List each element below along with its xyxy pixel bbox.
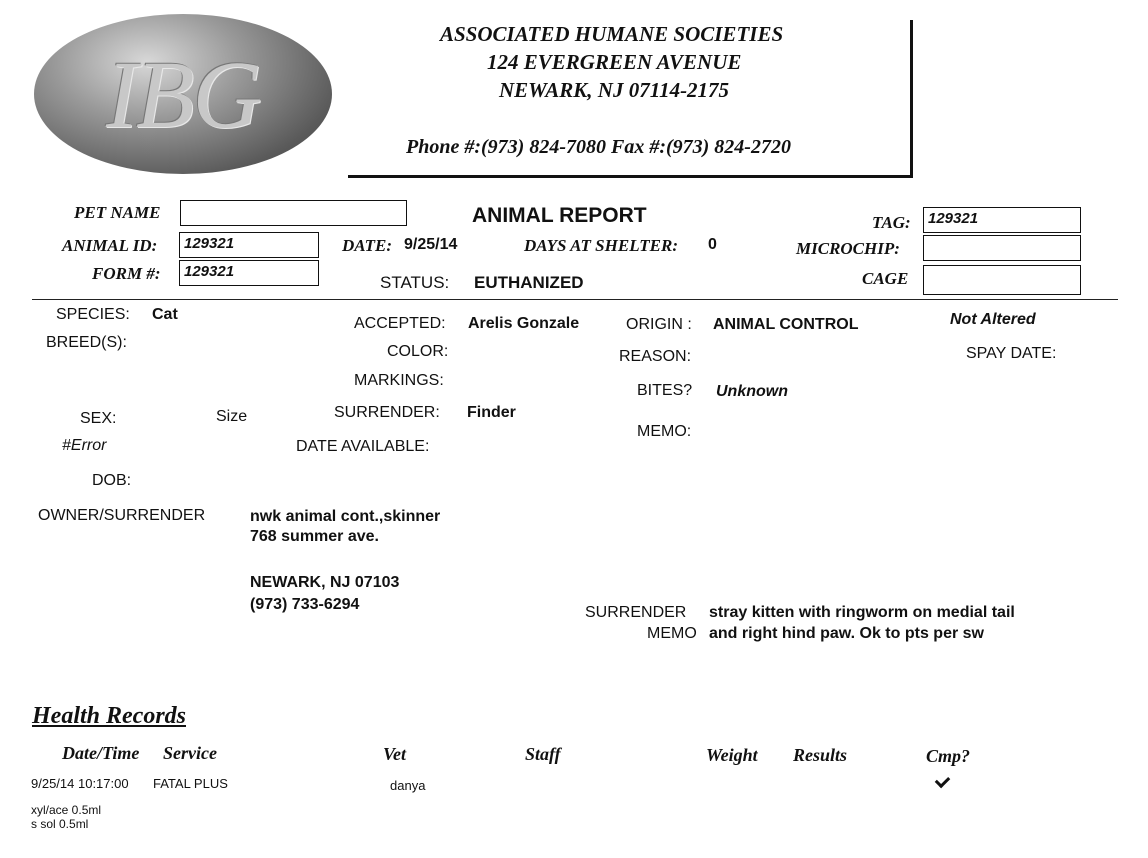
accepted-label: ACCEPTED: — [354, 315, 446, 332]
tag-field: 129321 — [923, 207, 1081, 233]
owner-line2: 768 summer ave. — [250, 528, 379, 545]
org-name: ASSOCIATED HUMANE SOCIETIES — [440, 22, 784, 46]
header-frame-bottom — [348, 175, 913, 178]
col-datetime: Date/Time — [62, 743, 140, 763]
days-at-shelter-value: 0 — [708, 236, 717, 253]
col-weight: Weight — [706, 745, 758, 765]
date-value: 9/25/14 — [404, 236, 458, 253]
origin-value: ANIMAL CONTROL — [713, 316, 859, 333]
days-at-shelter-label: DAYS AT SHELTER: — [524, 236, 678, 255]
sex-label: SEX: — [80, 410, 117, 427]
bites-label: BITES? — [637, 382, 693, 399]
animal-id-field: 129321 — [179, 232, 319, 258]
owner-line1: nwk animal cont.,skinner — [250, 508, 441, 525]
status-label: STATUS: — [380, 273, 450, 292]
health-records-title: Health Records — [32, 703, 186, 729]
breed-label: BREED(S): — [46, 334, 127, 351]
reason-label: REASON: — [619, 348, 692, 365]
owner-surrender-label: OWNER/SURRENDER — [38, 507, 206, 524]
owner-line4: (973) 733-6294 — [250, 596, 360, 613]
col-service: Service — [163, 743, 217, 763]
pet-name-label: PET NAME — [74, 203, 161, 222]
org-address-line2: NEWARK, NJ 07114-2175 — [499, 78, 730, 102]
spay-date-label: SPAY DATE: — [966, 345, 1057, 362]
org-contact: Phone #:(973) 824-7080 Fax #:(973) 824-2720 — [406, 136, 791, 158]
divider — [32, 299, 1118, 300]
form-number-label: FORM #: — [92, 264, 161, 283]
surrender-memo-label-1: SURRENDER — [585, 604, 687, 621]
row-note-2: s sol 0.5ml — [31, 817, 89, 831]
form-number-field: 129321 — [179, 260, 319, 286]
accepted-value: Arelis Gonzale — [468, 315, 580, 332]
dob-label: DOB: — [92, 472, 132, 489]
memo-label: MEMO: — [637, 423, 692, 440]
pet-name-field — [180, 200, 407, 226]
col-vet: Vet — [383, 744, 407, 764]
col-results: Results — [793, 745, 848, 765]
org-address-line1: 124 EVERGREEN AVENUE — [487, 50, 742, 74]
surrender-value: Finder — [467, 404, 516, 421]
error-text: #Error — [62, 437, 107, 454]
row-note-1: xyl/ace 0.5ml — [31, 803, 102, 817]
surrender-memo-label-2: MEMO — [647, 625, 697, 642]
header-frame-right — [910, 20, 913, 178]
microchip-label: MICROCHIP: — [796, 239, 900, 258]
origin-label: ORIGIN : — [626, 316, 692, 333]
date-label: DATE: — [342, 236, 393, 255]
species-value: Cat — [152, 306, 178, 323]
altered-status: Not Altered — [950, 311, 1036, 328]
row-vet: danya — [390, 778, 426, 793]
check-icon — [935, 773, 951, 789]
surrender-label: SURRENDER: — [334, 404, 440, 421]
surrender-memo-text-1: stray kitten with ringworm on medial tail — [709, 604, 1015, 621]
logo-text: IBG — [106, 40, 260, 148]
cage-label: CAGE — [862, 269, 909, 288]
date-available-label: DATE AVAILABLE: — [296, 438, 430, 455]
markings-label: MARKINGS: — [354, 372, 444, 389]
owner-line3: NEWARK, NJ 07103 — [250, 574, 400, 591]
color-label: COLOR: — [387, 343, 449, 360]
cage-field — [923, 265, 1081, 295]
report-title: ANIMAL REPORT — [472, 204, 647, 227]
microchip-field — [923, 235, 1081, 261]
row-service: FATAL PLUS — [153, 776, 228, 791]
surrender-memo-text-2: and right hind paw. Ok to pts per sw — [709, 625, 984, 642]
col-staff: Staff — [525, 744, 561, 764]
col-cmp: Cmp? — [926, 746, 971, 766]
species-label: SPECIES: — [56, 306, 130, 323]
tag-label: TAG: — [872, 213, 911, 232]
animal-id-label: ANIMAL ID: — [62, 236, 158, 255]
bites-value: Unknown — [716, 383, 788, 400]
status-value: EUTHANIZED — [474, 273, 584, 292]
row-datetime: 9/25/14 10:17:00 — [31, 776, 129, 791]
size-label: Size — [216, 408, 248, 425]
